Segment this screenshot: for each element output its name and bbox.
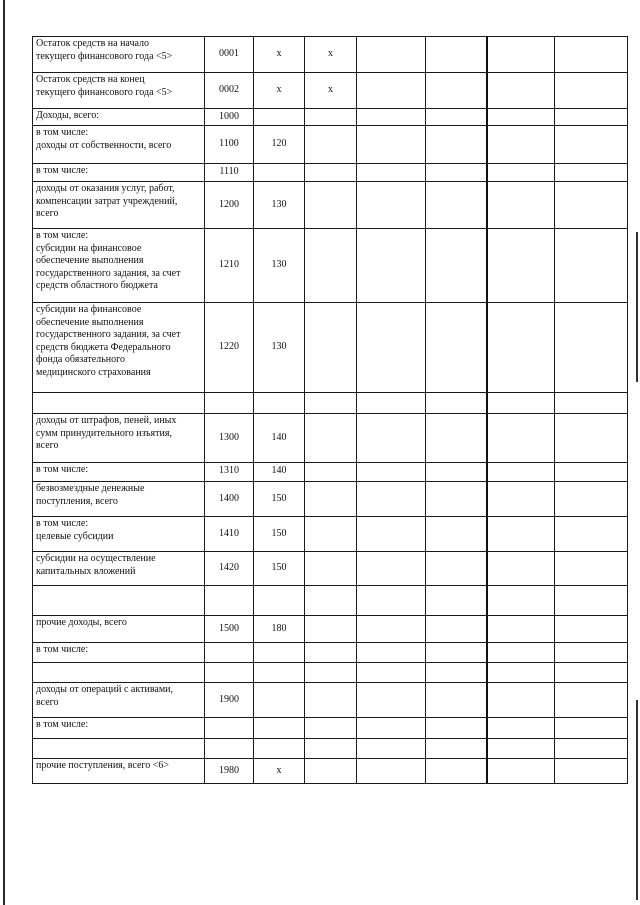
row-amount-cell-2 bbox=[426, 229, 487, 303]
row-amount-cell-4 bbox=[555, 552, 628, 586]
row-amount-cell-4 bbox=[555, 126, 628, 164]
row-amount-cell-2 bbox=[426, 552, 487, 586]
table-body bbox=[33, 37, 628, 784]
row-amount-cell-1 bbox=[357, 303, 426, 393]
row-amount-cell-3 bbox=[487, 739, 555, 759]
row-code-cell bbox=[205, 586, 254, 616]
row-amount-cell-1 bbox=[357, 586, 426, 616]
row-name-cell: в том числе: bbox=[33, 164, 205, 182]
row-amount-cell-1 bbox=[357, 73, 426, 109]
scan-right-edge bbox=[636, 232, 638, 382]
row-col4-cell bbox=[305, 303, 357, 393]
row-amount-cell-1 bbox=[357, 393, 426, 414]
row-code-cell: 1410 bbox=[205, 517, 254, 552]
row-amount-cell-2 bbox=[426, 517, 487, 552]
table-row bbox=[33, 182, 628, 229]
row-col4-cell bbox=[305, 616, 357, 643]
table-row bbox=[33, 683, 628, 718]
row-name-cell: доходы от операций с активами, всего bbox=[33, 683, 205, 718]
row-name-cell: Остаток средств на конец текущего финансового года <5> bbox=[33, 73, 205, 109]
row-col4-cell bbox=[305, 463, 357, 482]
row-amount-cell-3 bbox=[487, 616, 555, 643]
row-amount-cell-1 bbox=[357, 182, 426, 229]
row-name-cell: в том числе: bbox=[33, 718, 205, 739]
row-kbk-cell bbox=[254, 683, 305, 718]
row-name-cell bbox=[33, 393, 205, 414]
row-name-cell: в том числе: целевые субсидии bbox=[33, 517, 205, 552]
row-kbk-cell: x bbox=[254, 759, 305, 784]
table-row bbox=[33, 517, 628, 552]
row-amount-cell-4 bbox=[555, 739, 628, 759]
row-code-cell: 1210 bbox=[205, 229, 254, 303]
row-name-cell: субсидии на финансовое обеспечение выполнения государственного задания, за счет средств бюджета Федерального фонда обязательного медицинского страхования bbox=[33, 303, 205, 393]
row-amount-cell-3 bbox=[487, 482, 555, 517]
row-amount-cell-3 bbox=[487, 718, 555, 739]
row-amount-cell-2 bbox=[426, 37, 487, 73]
row-amount-cell-4 bbox=[555, 482, 628, 517]
table-row bbox=[33, 37, 628, 73]
row-col4-cell bbox=[305, 759, 357, 784]
row-amount-cell-2 bbox=[426, 586, 487, 616]
row-amount-cell-1 bbox=[357, 109, 426, 126]
row-amount-cell-4 bbox=[555, 182, 628, 229]
table-row bbox=[33, 616, 628, 643]
table-row bbox=[33, 414, 628, 463]
row-col4-cell bbox=[305, 552, 357, 586]
row-amount-cell-2 bbox=[426, 718, 487, 739]
row-code-cell: 1900 bbox=[205, 683, 254, 718]
row-amount-cell-2 bbox=[426, 109, 487, 126]
row-amount-cell-3 bbox=[487, 229, 555, 303]
row-kbk-cell: 180 bbox=[254, 616, 305, 643]
row-amount-cell-1 bbox=[357, 739, 426, 759]
row-code-cell bbox=[205, 643, 254, 663]
row-kbk-cell: 150 bbox=[254, 482, 305, 517]
row-amount-cell-2 bbox=[426, 739, 487, 759]
row-col4-cell bbox=[305, 739, 357, 759]
row-amount-cell-3 bbox=[487, 109, 555, 126]
row-amount-cell-1 bbox=[357, 552, 426, 586]
row-amount-cell-2 bbox=[426, 303, 487, 393]
financial-plan-table bbox=[32, 36, 628, 784]
scan-right-edge-lower bbox=[636, 700, 638, 900]
row-amount-cell-4 bbox=[555, 303, 628, 393]
row-amount-cell-1 bbox=[357, 663, 426, 683]
row-kbk-cell: 120 bbox=[254, 126, 305, 164]
row-name-cell bbox=[33, 586, 205, 616]
row-col4-cell bbox=[305, 109, 357, 126]
row-amount-cell-3 bbox=[487, 126, 555, 164]
row-amount-cell-2 bbox=[426, 164, 487, 182]
table-row bbox=[33, 718, 628, 739]
row-amount-cell-3 bbox=[487, 164, 555, 182]
row-name-cell: Остаток средств на начало текущего финансового года <5> bbox=[33, 37, 205, 73]
row-col4-cell bbox=[305, 718, 357, 739]
row-amount-cell-4 bbox=[555, 663, 628, 683]
table-row bbox=[33, 759, 628, 784]
table-row bbox=[33, 463, 628, 482]
row-amount-cell-3 bbox=[487, 759, 555, 784]
row-name-cell: в том числе: bbox=[33, 643, 205, 663]
row-amount-cell-2 bbox=[426, 683, 487, 718]
row-amount-cell-3 bbox=[487, 683, 555, 718]
row-name-cell bbox=[33, 739, 205, 759]
row-code-cell bbox=[205, 393, 254, 414]
row-amount-cell-3 bbox=[487, 393, 555, 414]
row-kbk-cell bbox=[254, 663, 305, 683]
row-amount-cell-4 bbox=[555, 616, 628, 643]
row-kbk-cell bbox=[254, 739, 305, 759]
row-amount-cell-1 bbox=[357, 517, 426, 552]
row-amount-cell-2 bbox=[426, 759, 487, 784]
table-row bbox=[33, 126, 628, 164]
row-amount-cell-2 bbox=[426, 393, 487, 414]
row-kbk-cell: 130 bbox=[254, 229, 305, 303]
row-kbk-cell: 140 bbox=[254, 414, 305, 463]
row-amount-cell-1 bbox=[357, 482, 426, 517]
row-amount-cell-3 bbox=[487, 463, 555, 482]
row-amount-cell-2 bbox=[426, 182, 487, 229]
scan-left-edge bbox=[3, 0, 5, 905]
row-amount-cell-3 bbox=[487, 37, 555, 73]
row-code-cell: 1310 bbox=[205, 463, 254, 482]
row-amount-cell-3 bbox=[487, 73, 555, 109]
row-amount-cell-4 bbox=[555, 718, 628, 739]
row-amount-cell-4 bbox=[555, 393, 628, 414]
row-kbk-cell bbox=[254, 109, 305, 126]
row-col4-cell bbox=[305, 393, 357, 414]
row-amount-cell-3 bbox=[487, 517, 555, 552]
row-amount-cell-2 bbox=[426, 463, 487, 482]
row-amount-cell-2 bbox=[426, 663, 487, 683]
row-col4-cell bbox=[305, 182, 357, 229]
row-amount-cell-2 bbox=[426, 126, 487, 164]
row-name-cell bbox=[33, 663, 205, 683]
row-kbk-cell bbox=[254, 586, 305, 616]
row-amount-cell-4 bbox=[555, 73, 628, 109]
row-amount-cell-4 bbox=[555, 586, 628, 616]
table-row bbox=[33, 643, 628, 663]
row-name-cell: безвозмездные денежные поступления, всего bbox=[33, 482, 205, 517]
row-code-cell bbox=[205, 663, 254, 683]
row-kbk-cell: 150 bbox=[254, 517, 305, 552]
row-amount-cell-3 bbox=[487, 663, 555, 683]
row-col4-cell bbox=[305, 229, 357, 303]
table-row bbox=[33, 482, 628, 517]
row-kbk-cell bbox=[254, 718, 305, 739]
row-kbk-cell bbox=[254, 643, 305, 663]
row-amount-cell-2 bbox=[426, 73, 487, 109]
row-amount-cell-1 bbox=[357, 414, 426, 463]
row-amount-cell-3 bbox=[487, 414, 555, 463]
row-name-cell: в том числе: доходы от собственности, всего bbox=[33, 126, 205, 164]
row-amount-cell-4 bbox=[555, 759, 628, 784]
row-code-cell: 1000 bbox=[205, 109, 254, 126]
table-row bbox=[33, 739, 628, 759]
row-code-cell: 1400 bbox=[205, 482, 254, 517]
row-kbk-cell: 130 bbox=[254, 182, 305, 229]
row-name-cell: доходы от оказания услуг, работ, компенсации затрат учреждений, всего bbox=[33, 182, 205, 229]
row-amount-cell-3 bbox=[487, 303, 555, 393]
row-kbk-cell: x bbox=[254, 73, 305, 109]
row-amount-cell-4 bbox=[555, 37, 628, 73]
table-row bbox=[33, 393, 628, 414]
row-kbk-cell: 140 bbox=[254, 463, 305, 482]
row-kbk-cell bbox=[254, 164, 305, 182]
row-col4-cell bbox=[305, 663, 357, 683]
row-code-cell: 1110 bbox=[205, 164, 254, 182]
row-name-cell: Доходы, всего: bbox=[33, 109, 205, 126]
row-col4-cell bbox=[305, 482, 357, 517]
row-code-cell: 1500 bbox=[205, 616, 254, 643]
table-row bbox=[33, 229, 628, 303]
row-code-cell: 1980 bbox=[205, 759, 254, 784]
row-name-cell: прочие доходы, всего bbox=[33, 616, 205, 643]
row-amount-cell-1 bbox=[357, 683, 426, 718]
row-code-cell: 1200 bbox=[205, 182, 254, 229]
row-amount-cell-2 bbox=[426, 616, 487, 643]
row-amount-cell-4 bbox=[555, 164, 628, 182]
row-amount-cell-1 bbox=[357, 718, 426, 739]
row-col4-cell bbox=[305, 126, 357, 164]
row-col4-cell bbox=[305, 164, 357, 182]
table-row bbox=[33, 586, 628, 616]
row-code-cell bbox=[205, 739, 254, 759]
row-col4-cell: x bbox=[305, 73, 357, 109]
row-col4-cell bbox=[305, 643, 357, 663]
row-amount-cell-1 bbox=[357, 229, 426, 303]
row-kbk-cell bbox=[254, 393, 305, 414]
row-code-cell bbox=[205, 718, 254, 739]
row-code-cell: 1300 bbox=[205, 414, 254, 463]
row-amount-cell-3 bbox=[487, 182, 555, 229]
row-col4-cell: x bbox=[305, 37, 357, 73]
row-amount-cell-1 bbox=[357, 643, 426, 663]
table-row bbox=[33, 109, 628, 126]
row-amount-cell-4 bbox=[555, 414, 628, 463]
row-code-cell: 1100 bbox=[205, 126, 254, 164]
row-amount-cell-1 bbox=[357, 759, 426, 784]
row-kbk-cell: x bbox=[254, 37, 305, 73]
row-code-cell: 0002 bbox=[205, 73, 254, 109]
row-amount-cell-2 bbox=[426, 643, 487, 663]
row-name-cell: доходы от штрафов, пеней, иных сумм принудительного изъятия, всего bbox=[33, 414, 205, 463]
row-amount-cell-4 bbox=[555, 463, 628, 482]
row-amount-cell-3 bbox=[487, 643, 555, 663]
row-name-cell: в том числе: субсидии на финансовое обеспечение выполнения государственного задания, за счет средств областного бюджета bbox=[33, 229, 205, 303]
row-amount-cell-4 bbox=[555, 229, 628, 303]
row-amount-cell-4 bbox=[555, 517, 628, 552]
row-amount-cell-1 bbox=[357, 164, 426, 182]
row-amount-cell-2 bbox=[426, 414, 487, 463]
row-amount-cell-1 bbox=[357, 126, 426, 164]
row-name-cell: прочие поступления, всего <6> bbox=[33, 759, 205, 784]
row-amount-cell-4 bbox=[555, 643, 628, 663]
row-col4-cell bbox=[305, 517, 357, 552]
row-amount-cell-1 bbox=[357, 463, 426, 482]
row-col4-cell bbox=[305, 683, 357, 718]
row-col4-cell bbox=[305, 414, 357, 463]
row-name-cell: субсидии на осуществление капитальных вложений bbox=[33, 552, 205, 586]
row-col4-cell bbox=[305, 586, 357, 616]
row-amount-cell-3 bbox=[487, 586, 555, 616]
row-code-cell: 0001 bbox=[205, 37, 254, 73]
row-amount-cell-4 bbox=[555, 683, 628, 718]
row-amount-cell-2 bbox=[426, 482, 487, 517]
row-amount-cell-1 bbox=[357, 37, 426, 73]
row-amount-cell-1 bbox=[357, 616, 426, 643]
row-name-cell: в том числе: bbox=[33, 463, 205, 482]
table-row bbox=[33, 663, 628, 683]
row-amount-cell-4 bbox=[555, 109, 628, 126]
table-row bbox=[33, 303, 628, 393]
row-kbk-cell: 130 bbox=[254, 303, 305, 393]
row-code-cell: 1420 bbox=[205, 552, 254, 586]
row-code-cell: 1220 bbox=[205, 303, 254, 393]
table-row bbox=[33, 552, 628, 586]
row-amount-cell-3 bbox=[487, 552, 555, 586]
table-row bbox=[33, 73, 628, 109]
table-row bbox=[33, 164, 628, 182]
row-kbk-cell: 150 bbox=[254, 552, 305, 586]
